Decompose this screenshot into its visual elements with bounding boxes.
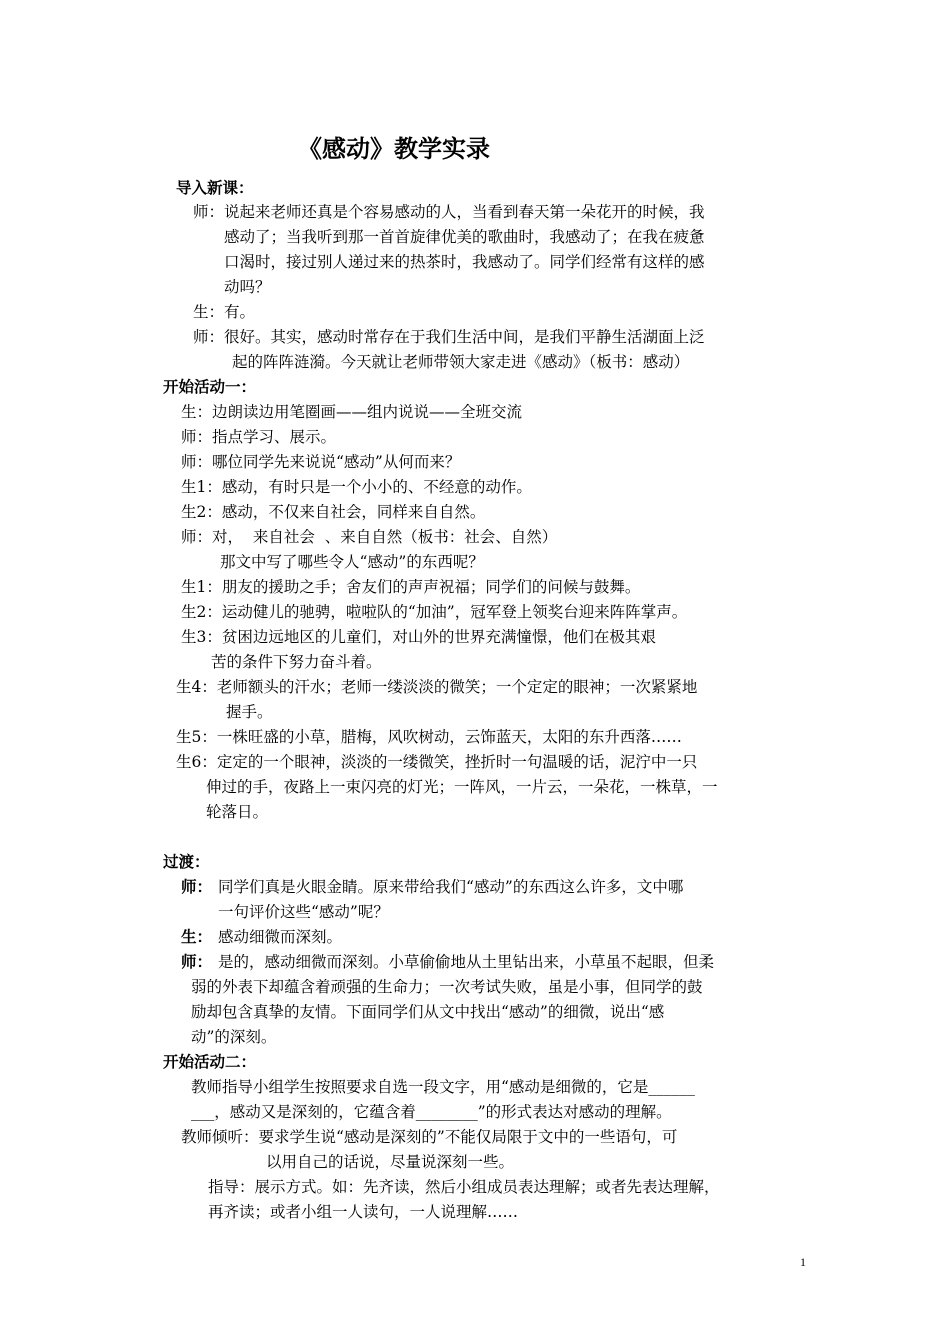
text-line: 动”的深刻。 (191, 1028, 277, 1046)
text-line: 指导：展示方式。如：先齐读，然后小组成员表达理解；或者先表达理解， (208, 1178, 720, 1196)
document-title: 《感动》教学实录 (298, 134, 490, 163)
text-line: 感动了；当我听到那一首首旋律优美的歌曲时，我感动了；在我在疲惫 (224, 228, 705, 246)
speaker-label: 师： (181, 952, 213, 971)
text-line: 生3：贫困边远地区的儿童们，对山外的世界充满憧憬，他们在极其艰 (181, 628, 656, 646)
section-heading: 开始活动二： (163, 1052, 257, 1071)
section-heading: 导入新课： (176, 178, 254, 197)
section-heading: 开始活动一： (163, 377, 257, 396)
text-line: 一句评价这些“感动”呢？ (218, 903, 389, 921)
speaker-label: 师： (181, 877, 213, 896)
text-line: 生2：感动，不仅来自社会，同样来自自然。 (181, 503, 486, 521)
text-line: 苦的条件下努力奋斗着。 (211, 653, 382, 671)
text-line: 生：有。 (193, 303, 256, 321)
text-line: 弱的外表下却蕴含着顽强的生命力；一次考试失败，虽是小事，但同学的鼓 (191, 978, 703, 996)
text-line: 生4：老师额头的汗水；老师一缕淡淡的微笑；一个定定的眼神；一次紧紧地 (176, 678, 698, 696)
text-line: 教师指导小组学生按照要求自选一段文字，用“感动是细微的，它是______ (191, 1078, 695, 1096)
text-line: 生1：朋友的援助之手；舍友们的声声祝福；同学们的问候与鼓舞。 (181, 578, 641, 596)
text-line: 轮落日。 (206, 803, 269, 821)
text-line: 励却包含真挚的友情。下面同学们从文中找出“感动”的细微，说出“感 (191, 1003, 665, 1021)
text-line: 师：哪位同学先来说说“感动”从何而来？ (181, 453, 461, 471)
text-line: 感动细微而深刻。 (218, 928, 343, 946)
text-line: 起的阵阵涟漪。今天就让老师带领大家走进《感动》（板书：感动） (232, 353, 690, 371)
section-heading: 过渡： (163, 852, 210, 871)
text-line: 师：指点学习、展示。 (181, 428, 337, 446)
text-line: 那文中写了哪些令人“感动”的东西呢？ (220, 553, 484, 571)
text-line: 师：说起来老师还真是个容易感动的人，当看到春天第一朵花开的时候，我 (193, 203, 705, 221)
text-line: 同学们真是火眼金睛。原来带给我们“感动”的东西这么许多，文中哪 (218, 878, 684, 896)
text-line: 生：边朗读边用笔圈画——组内说说——全班交流 (181, 403, 523, 421)
text-line: 是的，感动细微而深刻。小草偷偷地从土里钻出来，小草虽不起眼，但柔 (218, 953, 715, 971)
text-line: 动吗？ (224, 278, 271, 296)
text-line: 师：很好。其实，感动时常存在于我们生活中间，是我们平静生活湖面上泛 (193, 328, 705, 346)
text-line: ___，感动又是深刻的，它蕴含着________”的形式表达对感动的理解。 (191, 1103, 672, 1121)
text-line: 生1：感动，有时只是一个小小的、不经意的动作。 (181, 478, 532, 496)
text-line: 生5：一株旺盛的小草，腊梅，风吹树动，云饰蓝天，太阳的东升西落…… (176, 728, 682, 746)
speaker-label: 生： (181, 927, 213, 946)
text-line: 生6：定定的一个眼神，淡淡的一缕微笑，挫折时一句温暖的话，泥泞中一只 (176, 753, 698, 771)
text-line: 生2：运动健儿的驰骋，啦啦队的“加油”，冠军登上领奖台迎来阵阵掌声。 (181, 603, 688, 621)
page-number: 1 (800, 1255, 806, 1269)
text-line: 伸过的手，夜路上一束闪亮的灯光；一阵风，一片云，一朵花，一株草，一 (206, 778, 718, 796)
text-line: 再齐读；或者小组一人读句，一人说理解…… (208, 1203, 519, 1221)
text-line: 口渴时，接过别人递过来的热茶时，我感动了。同学们经常有这样的感 (224, 253, 705, 271)
text-line: 师：对， 来自社会 、来自自然（板书：社会、自然） (181, 528, 558, 546)
text-line: 握手。 (226, 703, 273, 721)
text-line: 以用自己的话说，尽量说深刻一些。 (266, 1153, 515, 1171)
text-line: 教师倾听：要求学生说“感动是深刻的”不能仅局限于文中的一些语句，可 (181, 1128, 678, 1146)
